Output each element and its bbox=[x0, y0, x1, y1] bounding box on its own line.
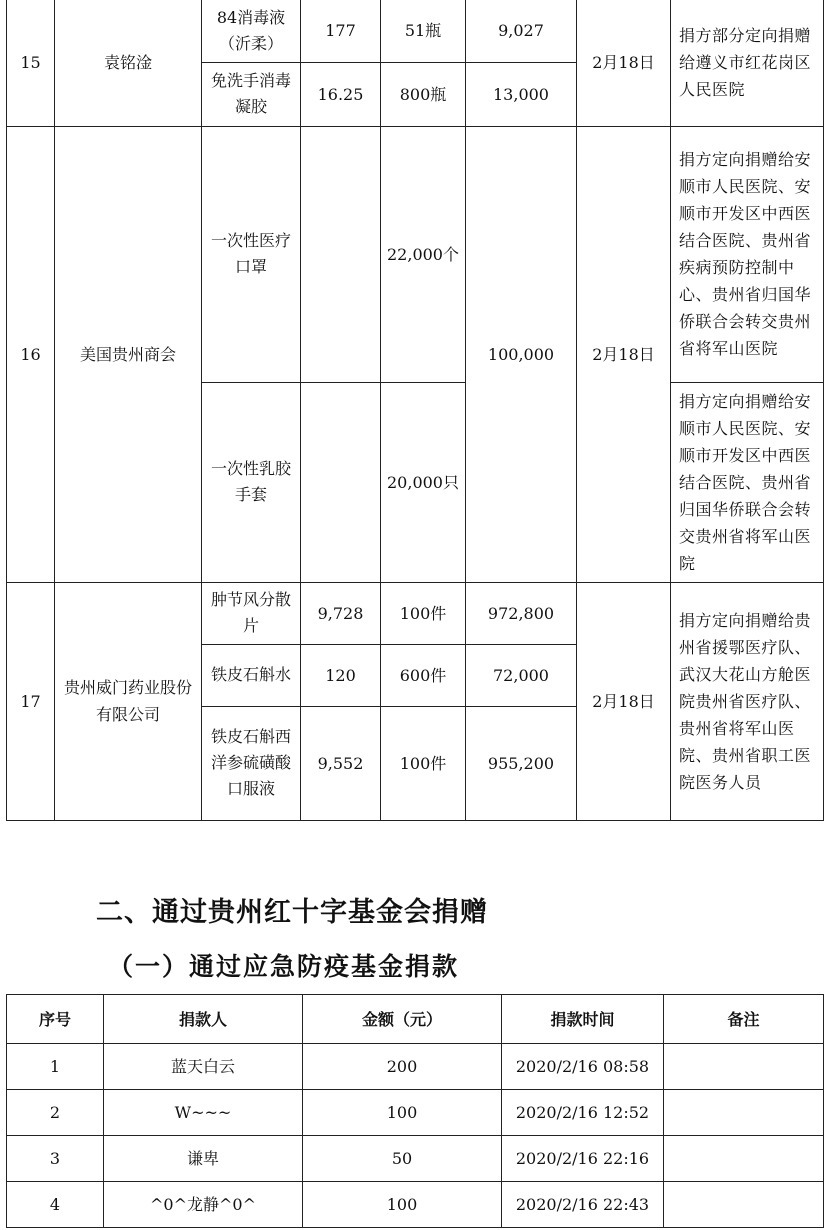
header-number: 序号 bbox=[7, 995, 104, 1044]
cash-donation-table bbox=[6, 994, 824, 1228]
note bbox=[664, 1044, 824, 1090]
amount: 100 bbox=[303, 1090, 502, 1136]
item-name: 一次性医疗口罩 bbox=[202, 126, 301, 382]
note: 捐方定向捐赠给安顺市人民医院、安顺市开发区中西医结合医院、贵州省归国华侨联合会转交贵州省将军山医院 bbox=[671, 382, 824, 582]
donation-date: 2月18日 bbox=[577, 0, 671, 126]
amount: 50 bbox=[303, 1136, 502, 1182]
item-name: 铁皮石斛西洋参硫磺酸口服液 bbox=[202, 706, 301, 820]
row-number: 1 bbox=[7, 1044, 104, 1090]
quantity: 22,000个 bbox=[381, 126, 466, 382]
note bbox=[664, 1090, 824, 1136]
unit-price: 9,728 bbox=[301, 582, 381, 644]
donation-date: 2月18日 bbox=[577, 582, 671, 820]
table-row bbox=[7, 582, 824, 644]
table-row bbox=[7, 126, 824, 382]
note bbox=[664, 1136, 824, 1182]
table-row bbox=[7, 1090, 824, 1136]
quantity: 51瓶 bbox=[381, 0, 466, 62]
amount: 955,200 bbox=[466, 706, 577, 820]
unit-price: 120 bbox=[301, 644, 381, 706]
donor-number: 17 bbox=[7, 582, 55, 820]
item-name: 肿节风分散片 bbox=[202, 582, 301, 644]
quantity: 100件 bbox=[381, 582, 466, 644]
subsection-title: （一）通过应急防疫基金捐款 bbox=[108, 952, 460, 981]
table-row bbox=[7, 1044, 824, 1090]
row-number: 2 bbox=[7, 1090, 104, 1136]
amount: 72,000 bbox=[466, 644, 577, 706]
table-header-row bbox=[7, 995, 824, 1044]
row-number: 3 bbox=[7, 1136, 104, 1182]
item-name: 免洗手消毒凝胶 bbox=[202, 62, 301, 126]
donation-time: 2020/2/16 12:52 bbox=[502, 1090, 664, 1136]
donor-name: W~~~ bbox=[104, 1090, 303, 1136]
donor-name: 美国贵州商会 bbox=[55, 126, 202, 582]
quantity: 100件 bbox=[381, 706, 466, 820]
donation-time: 2020/2/16 22:16 bbox=[502, 1136, 664, 1182]
row-number: 4 bbox=[7, 1182, 104, 1228]
donor-name: 蓝天白云 bbox=[104, 1044, 303, 1090]
quantity: 800瓶 bbox=[381, 62, 466, 126]
amount: 13,000 bbox=[466, 62, 577, 126]
unit-price bbox=[301, 382, 381, 582]
note: 捐方定向捐赠给安顺市人民医院、安顺市开发区中西医结合医院、贵州省疾病预防控制中心、贵州省归国华侨联合会转交贵州省将军山医院 bbox=[671, 126, 824, 382]
donor-name: 谦卑 bbox=[104, 1136, 303, 1182]
donor-name: 贵州威门药业股份有限公司 bbox=[55, 582, 202, 820]
note: 捐方部分定向捐赠给遵义市红花岗区人民医院 bbox=[671, 0, 824, 126]
amount: 200 bbox=[303, 1044, 502, 1090]
donor-number: 16 bbox=[7, 126, 55, 582]
table-row bbox=[7, 0, 824, 62]
donor-number: 15 bbox=[7, 0, 55, 126]
note bbox=[664, 1182, 824, 1228]
unit-price: 9,552 bbox=[301, 706, 381, 820]
donation-date: 2月18日 bbox=[577, 126, 671, 582]
donation-goods-table bbox=[6, 0, 824, 821]
quantity: 600件 bbox=[381, 644, 466, 706]
header-note: 备注 bbox=[664, 995, 824, 1044]
unit-price bbox=[301, 126, 381, 382]
donor-name: ^0^龙静^0^ bbox=[104, 1182, 303, 1228]
amount: 100 bbox=[303, 1182, 502, 1228]
table-row bbox=[7, 1136, 824, 1182]
donor-name: 袁铭淦 bbox=[55, 0, 202, 126]
donation-time: 2020/2/16 08:58 bbox=[502, 1044, 664, 1090]
amount: 972,800 bbox=[466, 582, 577, 644]
note: 捐方定向捐赠给贵州省援鄂医疗队、武汉大花山方舱医院贵州省医疗队、贵州省将军山医院、贵州省职工医院医务人员 bbox=[671, 582, 824, 820]
header-time: 捐款时间 bbox=[502, 995, 664, 1044]
amount: 9,027 bbox=[466, 0, 577, 62]
item-name: 84消毒液（沂柔） bbox=[202, 0, 301, 62]
quantity: 20,000只 bbox=[381, 382, 466, 582]
amount: 100,000 bbox=[466, 126, 577, 582]
unit-price: 177 bbox=[301, 0, 381, 62]
header-donor: 捐款人 bbox=[104, 995, 303, 1044]
donation-time: 2020/2/16 22:43 bbox=[502, 1182, 664, 1228]
table-row bbox=[7, 1182, 824, 1228]
section-title: 二、通过贵州红十字基金会捐赠 bbox=[96, 897, 488, 928]
item-name: 铁皮石斛水 bbox=[202, 644, 301, 706]
header-amount: 金额（元） bbox=[303, 995, 502, 1044]
unit-price: 16.25 bbox=[301, 62, 381, 126]
item-name: 一次性乳胶手套 bbox=[202, 382, 301, 582]
